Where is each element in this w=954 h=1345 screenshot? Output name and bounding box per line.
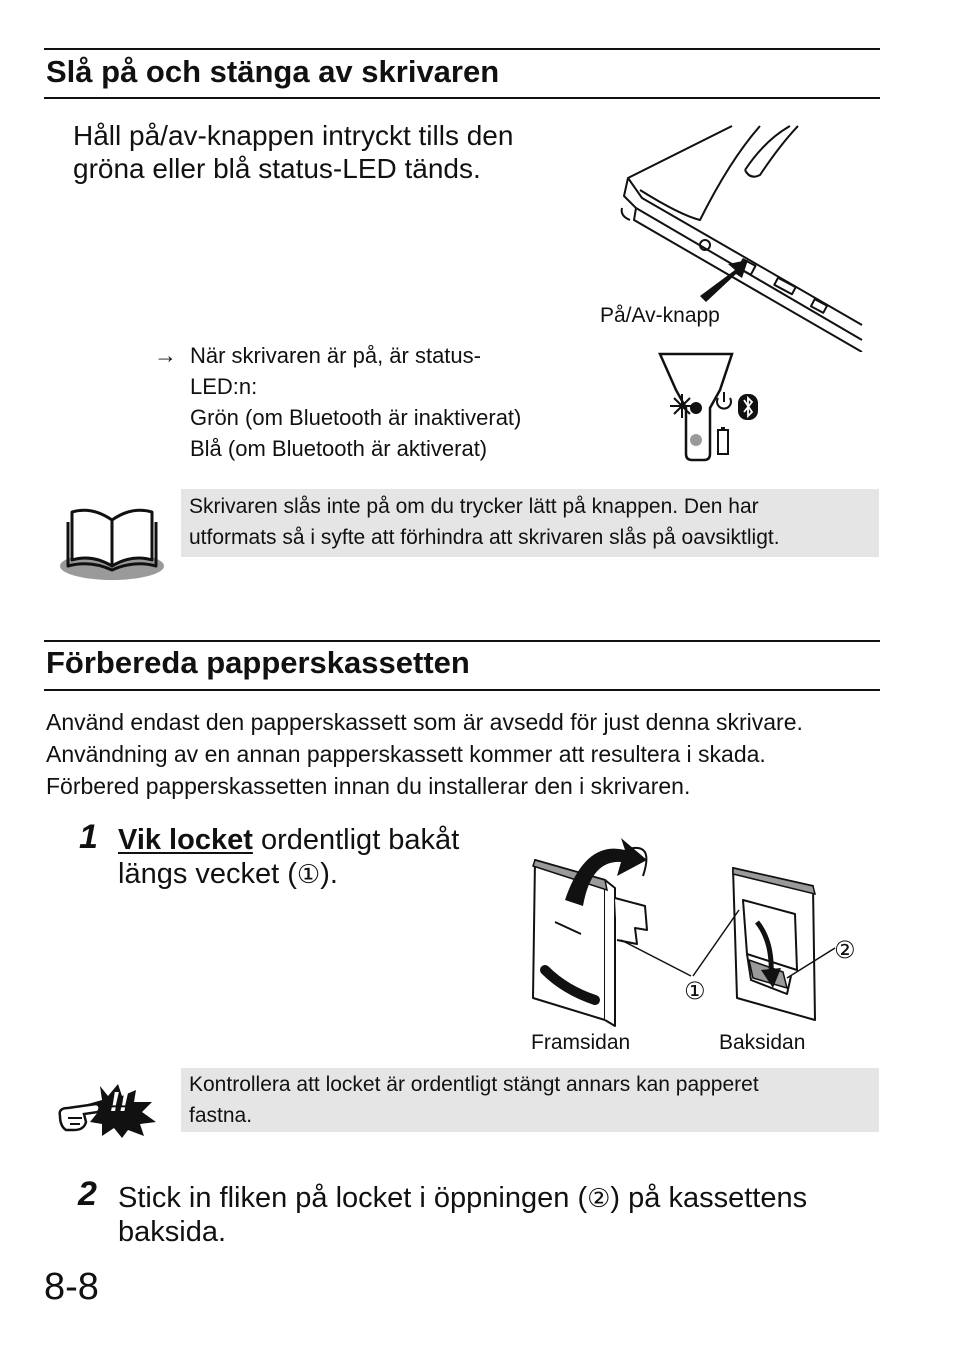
- power-intro: Håll på/av-knappen intryckt tills den gröna eller blå status-LED tänds.: [73, 120, 514, 184]
- heading-rule-top-2: [44, 640, 880, 642]
- step-1-text: Vik locket ordentligt bakåt längs vecket (①).: [118, 824, 460, 890]
- callout-2-label: ②: [834, 937, 856, 964]
- heading-rule-bottom-2: [44, 689, 880, 691]
- caution-badge-text: !!: [110, 1086, 129, 1117]
- step-2-text: Stick in fliken på locket i öppningen (②) på kassettens baksida.: [118, 1182, 808, 1248]
- led-result-text: När skrivaren är på, är status- LED:n: Grön (om Bluetooth är inaktiverat) Blå (om Bluetooth är aktiverat): [190, 343, 522, 461]
- page-number: 8-8: [44, 1266, 99, 1308]
- status-led-icon: [652, 350, 764, 462]
- led-result-arrow: →: [154, 342, 177, 368]
- note-power-press: Skrivaren slås inte på om du trycker lätt på knappen. Den har utformats så i syfte att förhindra att skrivaren slås på oavsiktligt.: [181, 489, 879, 557]
- step-1-number: 1: [79, 818, 98, 856]
- caption-front: Framsidan: [531, 1031, 631, 1054]
- section-heading-power: Slå på och stänga av skrivaren: [46, 54, 500, 89]
- section-heading-cassette: Förbereda papperskassetten: [46, 645, 470, 680]
- callout-1-label: ①: [684, 978, 706, 1005]
- caution-icon: [56, 1082, 162, 1138]
- heading-rule-bottom: [44, 97, 880, 99]
- note-cassette-caution: Kontrollera att locket är ordentligt stängt annars kan papperet fastna.: [181, 1068, 879, 1132]
- caption-back: Baksidan: [719, 1031, 806, 1054]
- cassette-intro: Använd endast den papperskassett som är avsedd för just denna skrivare. Användning av en annan papperskassett kommer att resultera i skada. Förbered papperskassetten innan du installerar den i skrivaren.: [46, 709, 803, 799]
- book-note-icon: [60, 500, 166, 582]
- callout-1-marker: ①: [296, 859, 321, 889]
- callout-2-marker: ②: [587, 1183, 611, 1213]
- heading-rule-top: [44, 48, 880, 50]
- power-button-caption: På/Av-knapp: [600, 304, 720, 327]
- step-1-emphasis: Vik locket: [118, 824, 253, 856]
- step-2-number: 2: [78, 1175, 97, 1213]
